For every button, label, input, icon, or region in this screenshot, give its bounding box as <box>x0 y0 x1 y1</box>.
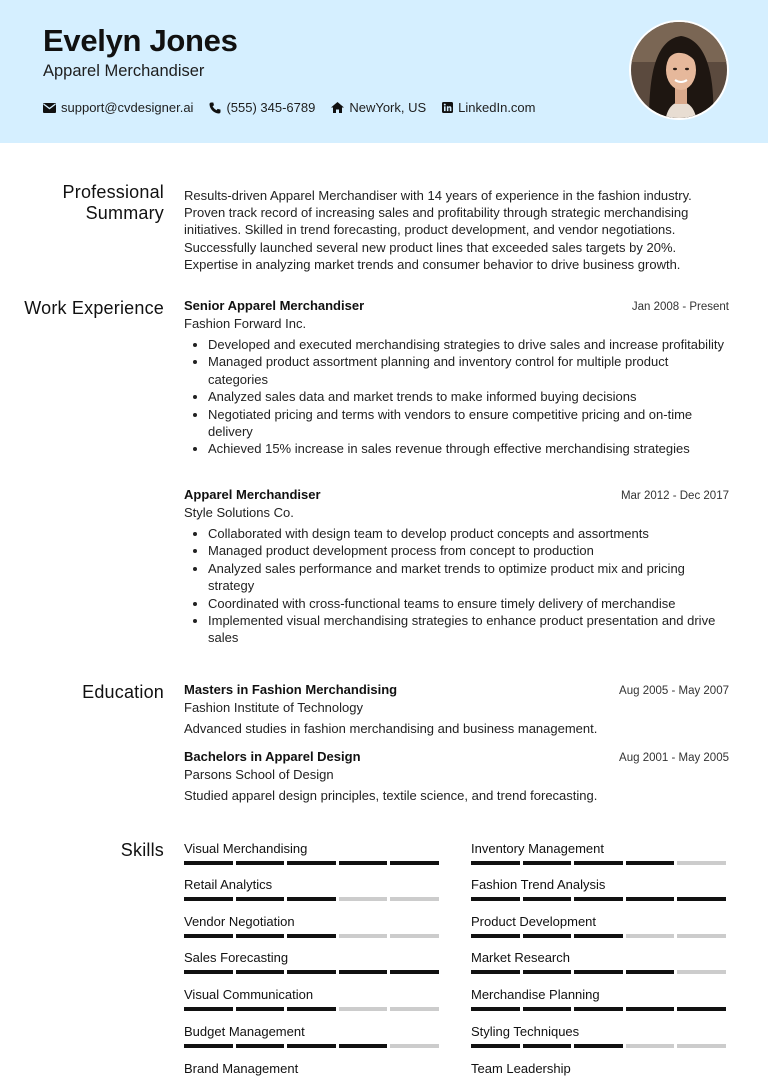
job-bullet: Managed product assortment planning and inventory control for multiple product categories <box>184 353 729 388</box>
job-bullet: Managed product development process from concept to production <box>184 542 729 559</box>
skill-name: Merchandise Planning <box>471 987 600 1002</box>
skill-segment-filled <box>626 1007 675 1011</box>
skill-segment-filled <box>236 1044 285 1048</box>
contact-email-text: support@cvdesigner.ai <box>61 100 194 115</box>
skill-segment-filled <box>626 897 675 901</box>
contact-linkedin-text: LinkedIn.com <box>458 100 536 115</box>
job-bullets <box>184 525 729 647</box>
skill-name: Vendor Negotiation <box>184 914 295 929</box>
skill-segment-filled <box>184 897 233 901</box>
section-title-summary: Professional Summary <box>62 182 164 223</box>
skill-segment-filled <box>287 897 336 901</box>
skill-segment-filled <box>471 934 520 938</box>
skill-segment-filled <box>390 970 439 974</box>
skill-segment-filled <box>574 1044 623 1048</box>
skill-segment-filled <box>523 897 572 901</box>
linkedin-icon <box>442 102 453 113</box>
skill-segment-filled <box>677 1007 726 1011</box>
skill-segment-filled <box>184 934 233 938</box>
skill-segment-filled <box>236 861 285 865</box>
skill-segment-filled <box>287 1044 336 1048</box>
job-company: Fashion Forward Inc. <box>184 316 307 331</box>
skill-segment-filled <box>523 1044 572 1048</box>
job-title: Apparel Merchandiser <box>184 487 321 502</box>
skill-item <box>184 950 442 974</box>
skill-item <box>184 1061 442 1076</box>
skill-name: Team Leadership <box>471 1061 571 1076</box>
skill-name: Fashion Trend Analysis <box>471 877 606 892</box>
skill-segment-filled <box>287 934 336 938</box>
skill-segment-filled <box>287 1007 336 1011</box>
skill-segment-empty <box>626 1044 675 1048</box>
skill-item <box>471 1061 729 1076</box>
skill-level-bar <box>184 970 442 974</box>
education-description: Studied apparel design principles, textile science, and trend forecasting. <box>184 788 598 803</box>
skill-segment-filled <box>471 970 520 974</box>
skill-name: Budget Management <box>184 1024 305 1039</box>
education-date: Aug 2005 - May 2007 <box>619 685 729 697</box>
skill-segment-filled <box>339 970 388 974</box>
skill-level-bar <box>184 1007 442 1011</box>
skill-segment-empty <box>390 934 439 938</box>
skill-segment-filled <box>184 861 233 865</box>
section-title-education: Education <box>82 682 164 702</box>
skill-segment-filled <box>626 861 675 865</box>
job-title: Senior Apparel Merchandiser <box>184 298 365 313</box>
contact-bar <box>43 100 552 115</box>
skill-segment-empty <box>390 1044 439 1048</box>
skill-segment-filled <box>574 861 623 865</box>
skill-segment-filled <box>574 1007 623 1011</box>
skill-segment-filled <box>574 934 623 938</box>
school-name: Fashion Institute of Technology <box>184 700 363 715</box>
skill-level-bar <box>184 934 442 938</box>
skill-segment-filled <box>339 861 388 865</box>
skill-name: Brand Management <box>184 1061 299 1076</box>
skill-name: Visual Merchandising <box>184 841 308 856</box>
skill-item <box>471 914 729 938</box>
job-bullet: Analyzed sales performance and market trends to optimize product mix and pricing strategy <box>184 560 729 595</box>
skill-item <box>184 987 442 1011</box>
job-bullet: Coordinated with cross-functional teams to ensure timely delivery of merchandise <box>184 595 729 612</box>
job-bullet: Collaborated with design team to develop product concepts and assortments <box>184 525 729 542</box>
skill-item <box>471 950 729 974</box>
skill-segment-filled <box>287 970 336 974</box>
job-entry <box>184 487 729 647</box>
skill-segment-empty <box>677 1044 726 1048</box>
job-bullets <box>184 336 729 458</box>
skill-segment-filled <box>523 861 572 865</box>
skill-name: Retail Analytics <box>184 877 273 892</box>
skill-item <box>471 841 729 865</box>
job-entry <box>184 298 729 458</box>
skill-segment-filled <box>574 897 623 901</box>
skill-level-bar <box>471 897 729 901</box>
profile-photo <box>629 20 729 120</box>
job-bullet: Analyzed sales data and market trends to make informed buying decisions <box>184 388 729 405</box>
skill-segment-filled <box>236 1007 285 1011</box>
skill-segment-filled <box>236 970 285 974</box>
skill-segment-filled <box>523 1007 572 1011</box>
degree-title: Bachelors in Apparel Design <box>184 749 361 764</box>
skill-segment-filled <box>626 970 675 974</box>
skill-segment-filled <box>287 861 336 865</box>
skill-name: Inventory Management <box>471 841 604 856</box>
contact-location <box>331 100 426 115</box>
skill-segment-empty <box>626 934 675 938</box>
skill-item <box>471 877 729 901</box>
skill-segment-empty <box>677 970 726 974</box>
skill-segment-empty <box>677 861 726 865</box>
skill-item <box>184 1024 442 1048</box>
skill-segment-empty <box>677 934 726 938</box>
skill-name: Market Research <box>471 950 570 965</box>
skill-segment-filled <box>184 1044 233 1048</box>
phone-icon <box>209 102 221 114</box>
skill-level-bar <box>471 934 729 938</box>
skill-item <box>184 841 442 865</box>
contact-email[interactable] <box>43 100 193 115</box>
job-bullet: Developed and executed merchandising strategies to drive sales and increase profitability <box>184 336 729 353</box>
skill-segment-filled <box>236 897 285 901</box>
skill-level-bar <box>471 1007 729 1011</box>
contact-location-text: NewYork, US <box>349 100 427 115</box>
skill-level-bar <box>471 861 729 865</box>
skill-item <box>184 877 442 901</box>
skill-segment-empty <box>390 1007 439 1011</box>
contact-phone[interactable] <box>209 100 315 115</box>
candidate-name: Evelyn Jones <box>43 23 238 58</box>
skill-segment-filled <box>471 897 520 901</box>
job-bullet: Implemented visual merchandising strategies to enhance product presentation and drive sales <box>184 612 729 647</box>
degree-title: Masters in Fashion Merchandising <box>184 682 398 697</box>
skill-segment-filled <box>677 897 726 901</box>
skill-segment-filled <box>236 934 285 938</box>
education-entry <box>184 749 729 803</box>
skill-segment-filled <box>184 970 233 974</box>
skill-name: Sales Forecasting <box>184 950 289 965</box>
skill-name: Visual Communication <box>184 987 314 1002</box>
summary-text: Results-driven Apparel Merchandiser with 14 years of experience in the fashion industry. Proven track record of increasing sales and profitability through strategic merchandising initiatives. Skilled in trend forecasting, product development, and vendor negotiations. Successfully launched several new product lines that exceeded sales targets by 20%. Expertise in analyzing market trends and consumer behavior to drive business growth. <box>184 188 692 272</box>
job-date: Mar 2012 - Dec 2017 <box>620 490 729 502</box>
education-date: Aug 2001 - May 2005 <box>619 752 729 764</box>
contact-linkedin[interactable] <box>442 100 535 115</box>
skill-segment-empty <box>339 1007 388 1011</box>
skill-segment-empty <box>390 897 439 901</box>
resume-header <box>0 0 768 143</box>
skill-item <box>471 1024 729 1048</box>
skill-segment-filled <box>339 1044 388 1048</box>
skill-segment-empty <box>339 897 388 901</box>
skill-name: Styling Techniques <box>471 1024 580 1039</box>
home-icon <box>331 102 344 113</box>
skill-name: Product Development <box>471 914 597 929</box>
education-entry <box>184 682 729 736</box>
skill-level-bar <box>184 861 442 865</box>
skill-level-bar <box>471 1044 729 1048</box>
envelope-icon <box>43 103 56 113</box>
skill-level-bar <box>471 970 729 974</box>
skill-segment-filled <box>471 861 520 865</box>
job-bullet: Achieved 15% increase in sales revenue through effective merchandising strategies <box>184 440 729 457</box>
skill-level-bar <box>184 1044 442 1048</box>
skill-item <box>471 987 729 1011</box>
contact-phone-text: (555) 345-6789 <box>226 100 316 115</box>
job-company: Style Solutions Co. <box>184 505 294 520</box>
skill-level-bar <box>184 897 442 901</box>
candidate-title: Apparel Merchandiser <box>43 62 205 80</box>
school-name: Parsons School of Design <box>184 767 334 782</box>
skill-segment-filled <box>184 1007 233 1011</box>
section-title-experience: Work Experience <box>24 298 164 318</box>
job-bullet: Negotiated pricing and terms with vendors to ensure competitive pricing and on-time delivery <box>184 406 729 441</box>
skill-segment-filled <box>574 970 623 974</box>
job-date: Jan 2008 - Present <box>631 301 729 313</box>
skill-segment-filled <box>523 934 572 938</box>
skill-segment-filled <box>471 1044 520 1048</box>
skill-item <box>184 914 442 938</box>
skill-segment-filled <box>523 970 572 974</box>
skill-segment-empty <box>339 934 388 938</box>
education-description: Advanced studies in fashion merchandising and business management. <box>184 721 598 736</box>
skill-segment-filled <box>471 1007 520 1011</box>
skill-segment-filled <box>390 861 439 865</box>
section-title-skills: Skills <box>120 840 164 860</box>
